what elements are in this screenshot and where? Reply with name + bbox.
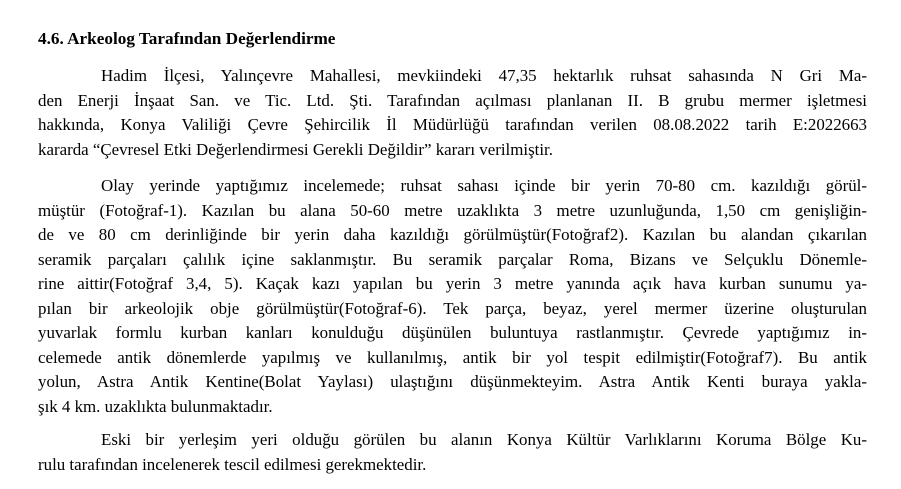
paragraph-line: hakkında, Konya Valiliği Çevre Şehircilik İl Müdürlüğü tarafından verilen 08.08.2022 tarih E:2022663 [38,115,867,134]
paragraph-line: Hadim İlçesi, Yalınçevre Mahallesi, mevkiindeki 47,35 hektarlık ruhsat sahasında N Gri Ma- [101,66,867,85]
section-heading: 4.6. Arkeolog Tarafından Değerlendirme [38,29,336,48]
paragraph-line: müştür (Fotoğraf-1). Kazılan bu alana 50-60 metre uzaklıkta 3 metre uzunluğunda, 1,50 cm genişliğin- [38,200,867,220]
paragraph-line: rulu tarafından incelenerek tescil edilmesi gerekmektedir. [38,454,427,474]
paragraph-line: den Enerji İnşaat San. ve Tic. Ltd. Şti. Tarafından açılması planlanan II. B grubu mermer işletmesi [38,90,867,110]
paragraph-line: de ve 80 cm derinliğinde bir yerin daha kazıldığı görülmüştür(Fotoğraf2). Kazılan bu alandan çıkarılan [38,225,867,244]
paragraph-ced-decision [38,64,867,162]
paragraph-line: yolun, Astra Antik Kentine(Bolat Yaylası) ulaştığını düşünmekteyim. Astra Antik Kenti buraya yakla- [38,372,867,391]
paragraph-line: rine aittir(Fotoğraf 3,4, 5). Kaçak kazı yapılan bu yerin 3 metre yanında açık hava kurban sunumu ya- [38,274,867,293]
paragraph-line: kararda “Çevresel Etki Değerlendirmesi Gerekli Değildir” kararı verilmiştir. [38,139,553,159]
paragraph-line: celemede antik dönemlerde yapılmış ve kullanılmış, antik bir yol tespit edilmiştir(Fotoğraf7). Bu antik [38,347,867,367]
paragraph-registration-request [38,428,867,477]
paragraph-line: pılan bir arkeolojik obje görülmüştür(Fotoğraf-6). Tek parça, beyaz, yerel mermer üzerine oluşturulan [38,298,867,318]
paragraph-line: Eski bir yerleşim yeri olduğu görülen bu alanın Konya Kültür Varlıklarını Koruma Bölge Ku- [101,430,867,449]
paragraph-line: seramik parçaları çalılık içine saklanmıştır. Bu seramik parçalar Roma, Bizans ve Selçuklu Dönemle- [38,249,867,269]
paragraph-line: Olay yerinde yaptığımız incelemede; ruhsat sahası içinde bir yerin 70-80 cm. kazıldığı görül- [101,176,867,195]
paragraph-line: şık 4 km. uzaklıkta bulunmaktadır. [38,396,273,416]
paragraph-line: yuvarlak formlu kurban kanları konulduğu düşünülen buluntuya rastlanmıştır. Çevrede yaptığımız in- [38,323,867,342]
paragraph-site-inspection [38,174,867,419]
